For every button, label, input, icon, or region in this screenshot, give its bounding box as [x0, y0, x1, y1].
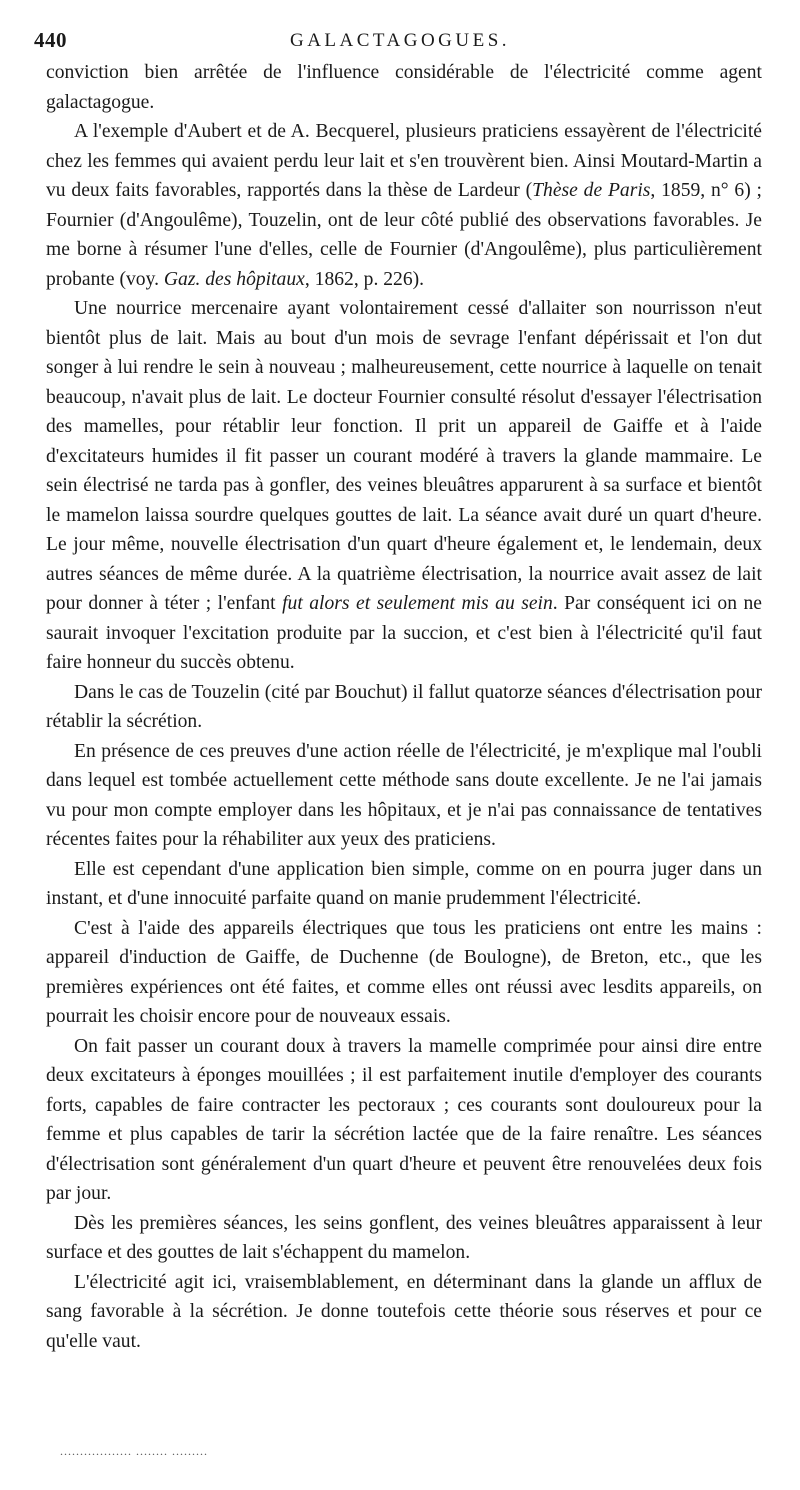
- paragraph-fournier-case: [46, 294, 762, 678]
- text-segment: , 1862, p. 226).: [304, 268, 425, 290]
- citation-these-de-paris: Thèse de Paris: [532, 180, 651, 201]
- footer-dotted-line: .................. ........ .........: [60, 1444, 208, 1458]
- paragraph-theorie: L'électricité agit ici, vraisemblablement, en déterminant dans la glande un afflux de sang favorable à la sécrétion. Je donne toutefois cette théorie sous réserves et pour ce qu'elle vaut.: [46, 1271, 762, 1352]
- running-title: GALACTAGOGUES.: [289, 30, 511, 51]
- emphasis-mis-au-sein: fut alors et seulement mis au sein: [282, 593, 553, 614]
- page-header: [34, 28, 766, 58]
- paragraph-premieres-seances: Dès les premières séances, les seins gonflent, des veines bleuâtres apparaissent à leur surface et des gouttes de lait s'échappent du mamelon.: [46, 1212, 762, 1263]
- paragraph-continuation: conviction bien arrêtée de l'influence considérable de l'électricité comme agent galactagogue.: [46, 62, 762, 113]
- paragraph-touzelin: Dans le cas de Touzelin (cité par Bouchut) il fallut quatorze séances d'électrisation pour rétablir la sécrétion.: [46, 681, 762, 732]
- text-segment: A l'exemple d'Aubert et de A. Becquerel, plusieurs praticiens essayèrent de l'électricité chez les femmes qui avaient perdu leur lait et s'en trouvèrent bien. Ainsi Moutard-Martin a vu deux faits favorables, rapportés dans la thèse de Lardeur (: [46, 121, 762, 201]
- paragraph-technique: On fait passer un courant doux à travers la mamelle comprimée pour ainsi dire entre deux excitateurs à éponges mouillées ; il est parfaitement inutile d'employer des courants forts, capables de faire contracter les pectoraux ; ces courants sont douloureux pour la femme et plus capables de tarir la sécrétion lactée que de la faire renaître. Les séances d'électrisation sont généralement d'un quart d'heure et peuvent être renouvelées deux fois par jour.: [46, 1035, 762, 1204]
- text-segment: . Par conséquent ici on ne saurait invoquer l'excitation produite par la succion, et c'est bien à l'électricité qu'il faut faire honneur du succès obtenu.: [46, 593, 763, 673]
- paragraph-oubli-methode: En présence de ces preuves d'une action réelle de l'électricité, je m'explique mal l'oubli dans lequel est tombée actuellement cette méthode sans doute excellente. Je ne l'ai jamais vu pour mon compte employer dans les hôpitaux, et je n'ai pas connaissance de tentatives récentes faites pour la réhabiliter aux yeux des praticiens.: [46, 740, 762, 850]
- paragraph-appareils-electriques: C'est à l'aide des appareils électriques que tous les praticiens ont entre les mains : appareil d'induction de Gaiffe, de Duchenne (de Boulogne), de Breton, etc., que les premières expériences ont été faites, et comme elles ont réussi avec lesdits appareils, on pourrait les choisir encore pour de nouveaux essais.: [46, 917, 762, 1027]
- citation-gazette-hopitaux: Gaz. des hôpitaux: [163, 268, 305, 290]
- text-segment: Une nourrice mercenaire ayant volontairement cessé d'allaiter son nourrisson n'eut bientôt plus de lait. Mais au bout d'un mois de sevrage l'enfant dépérissait et l'on dut songer à lui rendre le sein à nouveau ; malheureusement, cette nourrice à laquelle on tenait beaucoup, n'avait plus de lait. Le docteur Fournier consulté résolut d'essayer l'électrisation des mamelles, pour rétablir leur fonction. Il prit un appareil de Gaiffe et à l'aide d'excitateurs humides il fit passer un courant modéré à travers la glande mammaire. Le sein électrisé ne tarda pas à gonfler, des veines bleuâtres apparurent à sa surface et bientôt le mamelon laissa sourdre quelques gouttes de lait. La séance avait duré un quart d'heure. Le jour même, nouvelle électrisation d'un quart d'heure également et, le lendemain, deux autres séances de même durée. A la quatrième électrisation, la nourrice avait assez de lait pour donner à téter ; l'enfant: [46, 298, 762, 614]
- paragraph-application-simple: Elle est cependant d'une application bien simple, comme on en pourra juger dans un instant, et d'une innocuité parfaite quand on manie prudemment l'électricité.: [46, 858, 762, 909]
- paragraph-aubert-becquerel: [46, 117, 762, 294]
- text-segment: , 1859, n° 6) ; Fournier (d'Angoulême), Touzelin, ont de leur côté publié des observations favorables. Je me borne à résumer l'une d'elles, celle de Fournier (d'Angoulême), plus particulièrement probante (voy.: [46, 180, 762, 290]
- body-text: [46, 58, 762, 1356]
- page-number: 440: [34, 28, 67, 52]
